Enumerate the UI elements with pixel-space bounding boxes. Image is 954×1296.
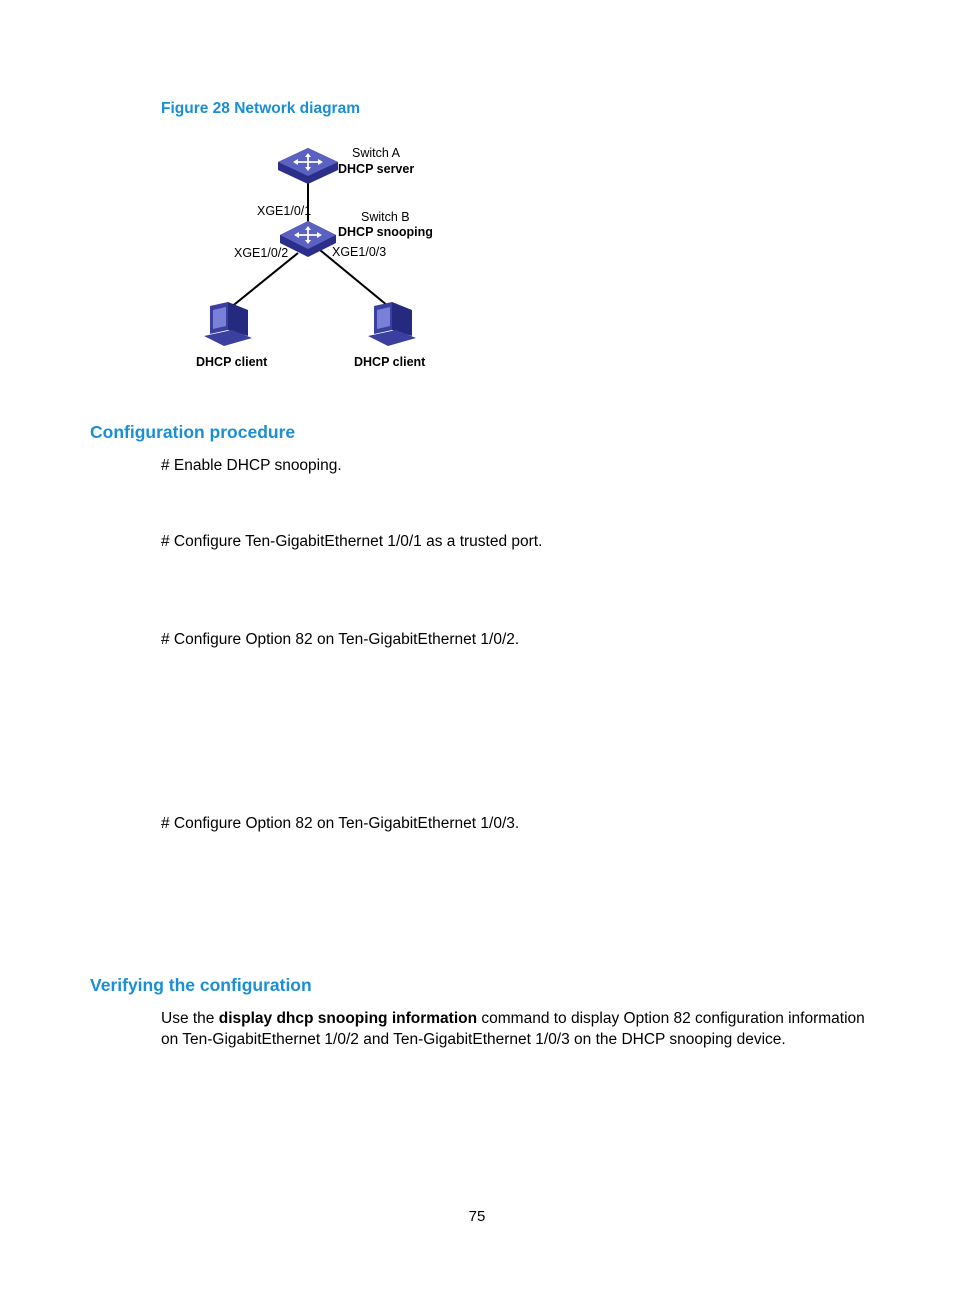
step-enable-snooping: # Enable DHCP snooping.: [161, 457, 342, 474]
verify-paragraph: [161, 1008, 881, 1050]
switch-b-name: Switch B: [361, 210, 410, 224]
step-trusted-port: # Configure Ten-GigabitEthernet 1/0/1 as a trusted port.: [161, 533, 543, 550]
verifying-configuration-heading: Verifying the configuration: [90, 975, 312, 995]
page-number: 75: [468, 1208, 486, 1225]
switch-a-icon: [278, 148, 338, 184]
client-left-pc-icon: [204, 302, 252, 346]
port-left-label: XGE1/0/2: [234, 246, 289, 260]
switch-a-name: Switch A: [352, 146, 400, 160]
client-left-label: DHCP client: [196, 355, 268, 369]
network-diagram: [180, 138, 480, 378]
verify-text-post: command to display Option 82 configuration information on Ten-GigabitEthernet 1/0/2 and Ten-GigabitEthernet 1/0/3 on the DHCP snooping device.: [161, 1010, 865, 1048]
port-right-label: XGE1/0/3: [332, 245, 387, 259]
figure-caption: Figure 28 Network diagram: [161, 100, 360, 117]
verify-command: display dhcp snooping information: [218, 1010, 478, 1027]
client-right-label: DHCP client: [354, 355, 426, 369]
step-option82-port2: # Configure Option 82 on Ten-GigabitEthernet 1/0/2.: [161, 631, 520, 648]
port-uplink-label: XGE1/0/1: [257, 204, 312, 218]
configuration-procedure-heading: Configuration procedure: [90, 422, 296, 442]
link-b-to-client-left: [230, 253, 298, 308]
switch-a-role: DHCP server: [338, 162, 415, 176]
step-option82-port3: # Configure Option 82 on Ten-GigabitEthernet 1/0/3.: [161, 815, 520, 832]
client-right-pc-icon: [368, 302, 416, 346]
switch-b-icon: [280, 221, 336, 257]
switch-b-role: DHCP snooping: [338, 225, 433, 239]
verify-text-pre: Use the: [161, 1010, 219, 1027]
